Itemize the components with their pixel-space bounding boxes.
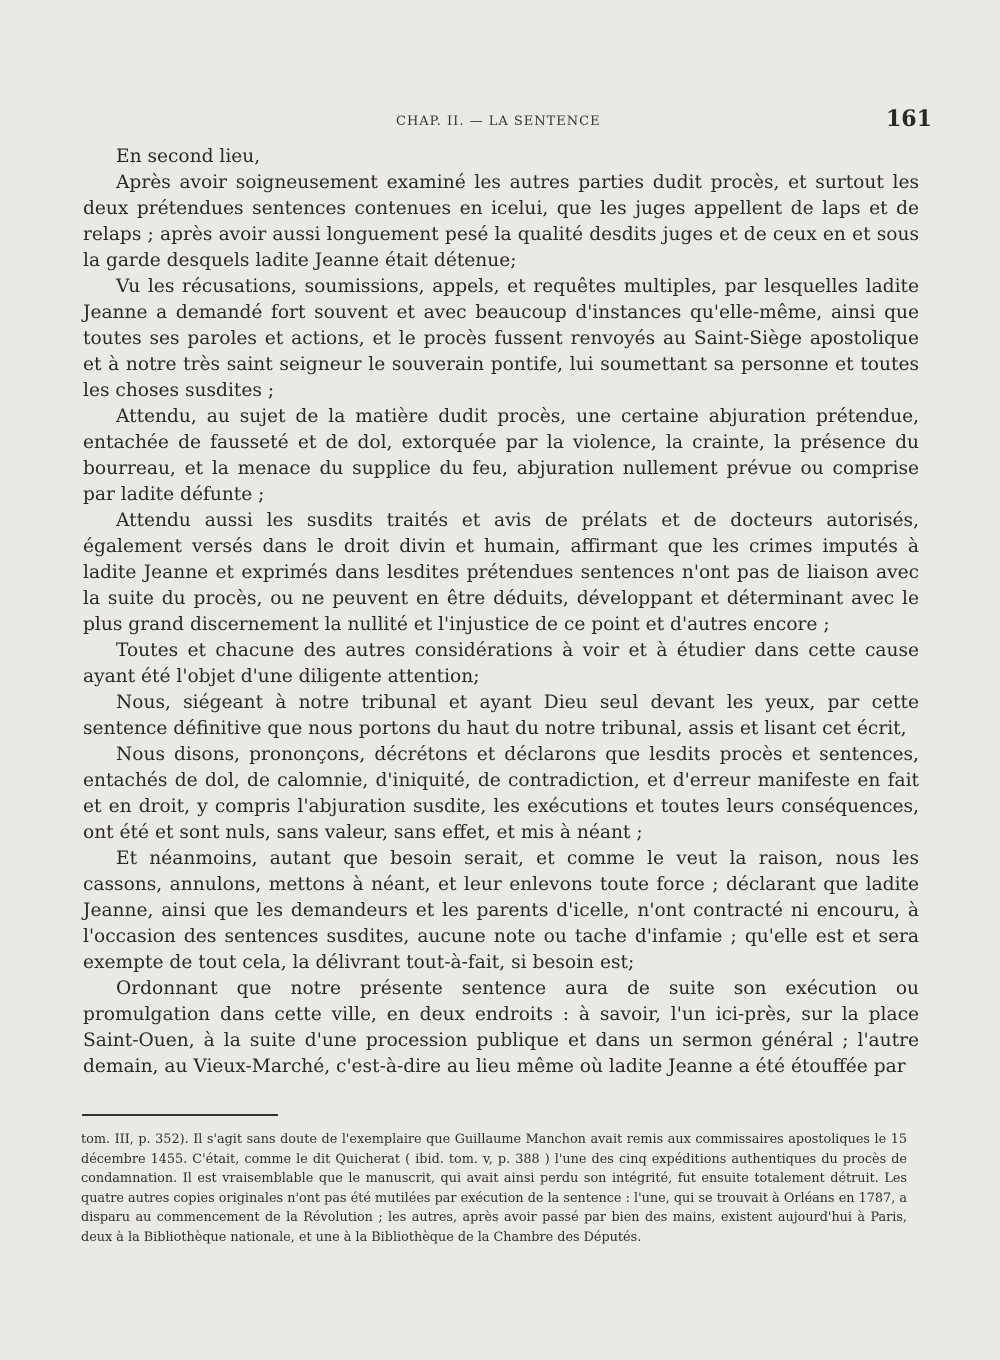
page-number: 161 bbox=[886, 106, 932, 132]
paragraph: Attendu aussi les susdits traités et avis de prélats et de docteurs autorisés, également versés dans le droit divin et humain, affirmant que les crimes imputés à ladite Jeanne et exprimés dans lesdites prétendues sentences n'ont pas de liaison avec la suite du procès, ou ne peuvent en être déduits, développant et déterminant avec le plus grand discernement la nullité et l'injustice de ce point et d'autres encore ; bbox=[83, 510, 919, 635]
paragraph: Et néanmoins, autant que besoin serait, et comme le veut la raison, nous les cassons, annulons, mettons à néant, et leur enlevons toute force ; déclarant que ladite Jeanne, ainsi que les demandeurs et les parents d'icelle, n'ont contracté ni encouru, à l'occasion des sentences susdites, aucune note ou tache d'infamie ; qu'elle est et sera exempte de tout cela, la délivrant tout-à-fait, si besoin est; bbox=[83, 848, 919, 973]
paragraph: Vu les récusations, soumissions, appels, et requêtes multiples, par lesquelles ladite Jeanne a demandé fort souvent et avec beaucoup d'instances qu'elle-même, ainsi que toutes ses paroles et actions, et le procès fussent renvoyés au Saint-Siège apostolique et à notre très saint seigneur le souverain pontife, lui soumettant sa personne et toutes les choses susdites ; bbox=[83, 276, 919, 401]
paragraph: Nous disons, prononçons, décrétons et déclarons que lesdits procès et sentences, entachés de dol, de calomnie, d'iniquité, de contradiction, et d'erreur manifeste en fait et en droit, y compris l'abjuration susdite, les exécutions et toutes leurs conséquences, ont été et sont nuls, sans valeur, sans effet, et mis à néant ; bbox=[83, 744, 919, 843]
paragraph: Après avoir soigneusement examiné les autres parties dudit procès, et surtout les deux prétendues sentences contenues en icelui, que les juges appellent de laps et de relaps ; après avoir aussi longuement pesé la qualité desdits juges et de ceux en et sous la garde desquels ladite Jeanne était détenue; bbox=[83, 172, 919, 271]
paragraph: Nous, siégeant à notre tribunal et ayant Dieu seul devant les yeux, par cette sentence définitive que nous portons du haut du notre tribunal, assis et lisant cet écrit, bbox=[83, 692, 919, 739]
footnote-divider bbox=[82, 1114, 278, 1116]
body-text bbox=[83, 144, 919, 1080]
paragraph: Toutes et chacune des autres considérations à voir et à étudier dans cette cause ayant été l'objet d'une diligente attention; bbox=[83, 640, 919, 687]
paragraph: En second lieu, bbox=[116, 146, 261, 167]
footnote: tom. III, p. 352). Il s'agit sans doute de l'exemplaire que Guillaume Manchon avait remis aux commissaires apostoliques le 15 décembre 1455. C'était, comme le dit Quicherat ( ibid. tom. v, p. 388 ) l'une des cinq expéditions authentiques du procès de condamnation. Il est vraisemblable que le manuscrit, qui avait ainsi perdu son intégrité, fut ensuite totalement détruit. Les quatre autres copies originales n'ont pas été mutilées par exécution de la sentence : l'une, qui se trouvait à Orléans en 1787, a disparu au commencement de la Révolution ; les autres, après avoir passé par bien des mains, existent aujourd'hui à Paris, deux à la Bibliothèque nationale, et une à la Bibliothèque de la Chambre des Députés. bbox=[81, 1132, 907, 1245]
paragraph: Attendu, au sujet de la matière dudit procès, une certaine abjuration prétendue, entachée de fausseté et de dol, extorquée par la violence, la crainte, la présence du bourreau, et la menace du supplice du feu, abjuration nullement prévue ou comprise par ladite défunte ; bbox=[83, 406, 919, 505]
running-title: CHAP. II. — LA SENTENCE bbox=[396, 114, 601, 129]
paragraph: Ordonnant que notre présente sentence aura de suite son exécution ou promulgation dans cette ville, en deux endroits : à savoir, l'un ici-près, sur la place Saint-Ouen, à la suite d'une procession publique et dans un sermon général ; l'autre demain, au Vieux-Marché, c'est-à-dire au lieu même où ladite Jeanne a été étouffée par bbox=[83, 978, 919, 1077]
